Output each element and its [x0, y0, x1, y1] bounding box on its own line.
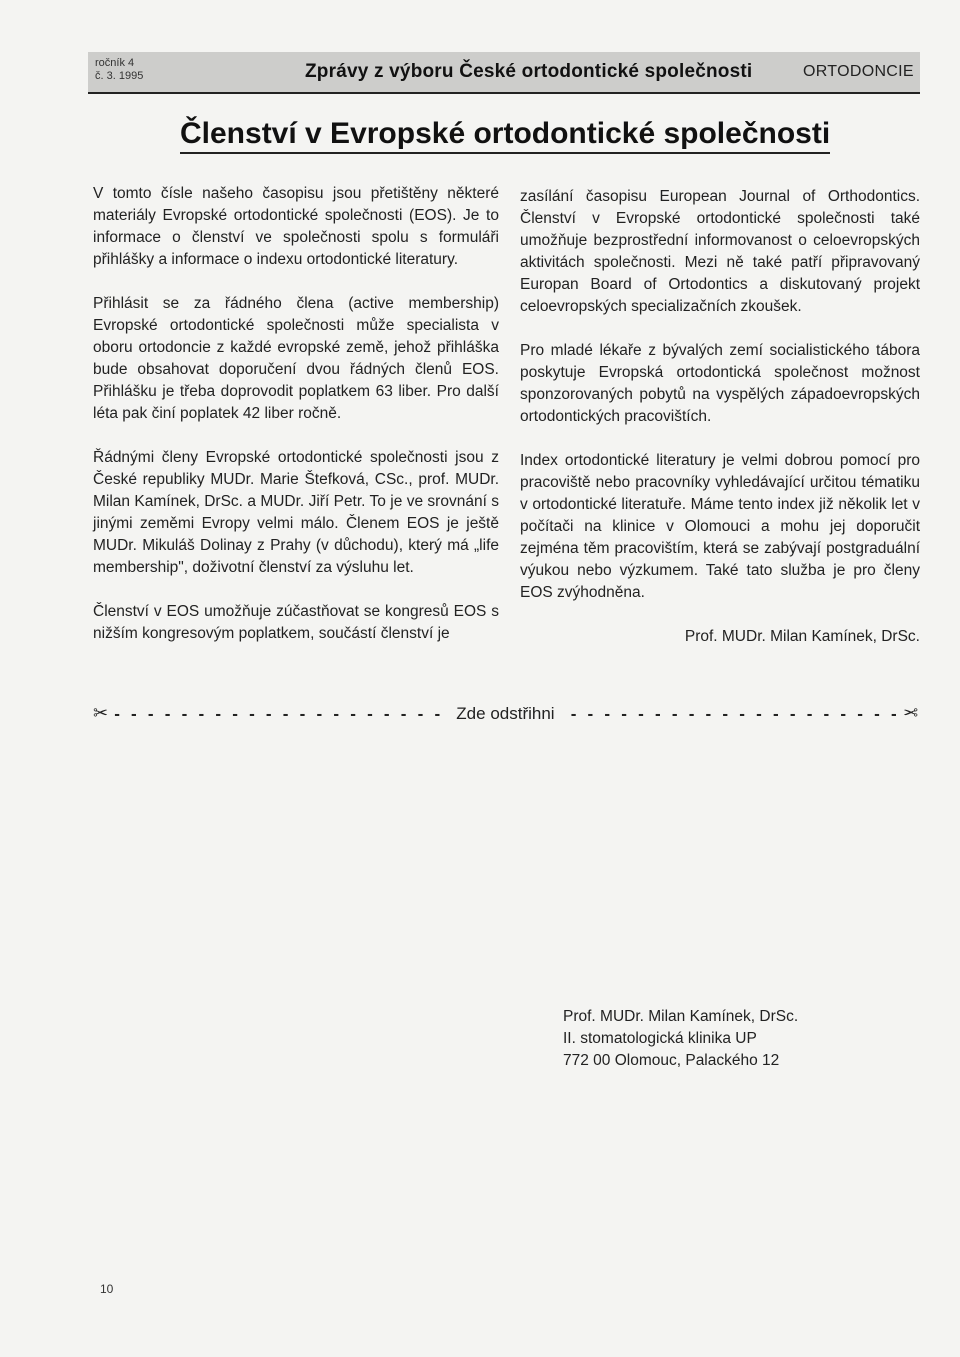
- journal-name: ORTODONCIE: [803, 63, 914, 80]
- article-title: Členství v Evropské ortodontické společnosti: [180, 117, 830, 154]
- issue-label: č. 3. 1995: [95, 70, 144, 82]
- address-department: II. stomatologická klinika UP: [563, 1030, 757, 1047]
- page-number: 10: [100, 1282, 114, 1296]
- scissors-icon: ✂: [902, 703, 918, 723]
- issue-info: [95, 57, 143, 83]
- dashed-line-right: - - - - - - - - - - - - - - - - - - - -: [569, 707, 899, 723]
- address-city: 772 00 Olomouc, Palackého 12: [563, 1052, 780, 1069]
- paragraph: Přihlásit se za řádného člena (active membership) Evropské ortodontické společnosti může specialista v oboru ortodoncie z každé evropské země, jehož přihláška bude obsahovat doporučení dvou řádných členů EOS. Přihlášku je třeba doprovodit poplatkem 63 liber. Pro další léta pak činí poplatek 42 liber ročně.: [93, 295, 499, 422]
- left-column: [93, 183, 499, 667]
- author-signature: Prof. MUDr. Milan Kamínek, DrSc.: [684, 628, 920, 645]
- author-address: [563, 1006, 798, 1072]
- paragraph: Řádnými členy Evropské ortodontické společnosti jsou z České republiky MUDr. Marie Štefková, CSc., prof. MUDr. Milan Kamínek, DrSc. a MUDr. Jiří Petr. To je ve srovnání s jinými zeměmi Evropy velmi málo. Členem EOS je ještě MUDr. Mikuláš Dolinay z Prahy (v důchodu), který má „life membership", doživotní členství za výsluhu let.: [93, 449, 499, 576]
- right-column: [520, 186, 920, 670]
- cut-label: Zde odstřihni: [456, 704, 555, 723]
- section-title: Zprávy z výboru České ortodontické společnosti: [305, 61, 753, 82]
- paragraph: zasílání časopisu European Journal of Orthodontics. Členství v Evropské ortodontické společnosti také umožňuje bezprostřední informovanost o celoevropských aktivitách společnosti. Mezi ně také patří připravovaný Europan Board of Ortodontics a diskutovaný projekt celoevropských specializačních zkoušek.: [520, 188, 920, 315]
- address-name: Prof. MUDr. Milan Kamínek, DrSc.: [563, 1008, 799, 1025]
- paragraph: V tomto čísle našeho časopisu jsou přetištěny některé materiály Evropské ortodontické společnosti (EOS). Je to informace o členství ve společnosti spolu s formuláři přihlášky a informace o indexu ortodontické literatury.: [93, 185, 499, 268]
- dashed-line-left: - - - - - - - - - - - - - - - - - - - -: [112, 707, 442, 723]
- cut-line: [93, 703, 923, 727]
- paragraph: Index ortodontické literatury je velmi dobrou pomocí pro pracoviště nebo pracovníky vyhledávající určitou tématiku v ortodontické literatuře. Máme tento index již několik let v počítači na klinice v Olomouci a mohu jej doporučit zejména těm pracovištím, která se zabývají postgraduální výukou nebo výzkumem. Také tato služba je pro členy EOS zvýhodněna.: [520, 452, 920, 601]
- paragraph: Pro mladé lékaře z bývalých zemí socialistického tábora poskytuje Evropská ortodontická společnost možnost sponzorovaných pobytů na vyspělých západoevropských ortodontických pracovištích.: [520, 342, 920, 425]
- scissors-icon: ✂: [93, 703, 109, 723]
- volume-label: ročník 4: [95, 57, 135, 69]
- paragraph: Členství v EOS umožňuje zúčastňovat se kongresů EOS s nižším kongresovým poplatkem, součástí členství je: [93, 603, 499, 642]
